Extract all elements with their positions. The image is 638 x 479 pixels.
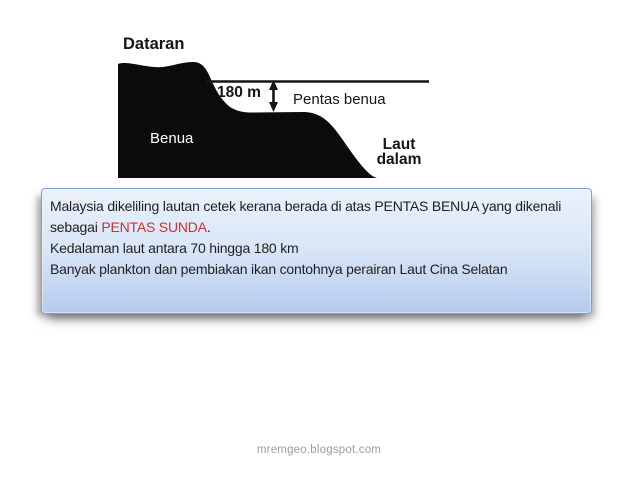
highlight-pentas-sunda: PENTAS SUNDA bbox=[101, 219, 207, 235]
landmass-shape bbox=[118, 62, 378, 178]
info-line-2 bbox=[50, 217, 583, 238]
info-line-2-after: . bbox=[206, 219, 211, 235]
info-box bbox=[41, 188, 592, 314]
info-line-3: Kedalaman laut antara 70 hingga 180 km bbox=[50, 240, 299, 256]
laut-dalam-label bbox=[371, 137, 427, 167]
pentas-benua-label: Pentas benua bbox=[293, 91, 386, 108]
info-line-4: Banyak plankton dan pembiakan ikan contohnya perairan Laut Cina Selatan bbox=[50, 261, 508, 277]
depth-label: 180 m bbox=[217, 84, 261, 101]
info-line-1: Malaysia dikeliling lautan cetek kerana berada di atas PENTAS BENUA yang dikenali bbox=[50, 198, 562, 214]
laut-dalam-line1: Laut bbox=[382, 136, 416, 153]
depth-arrow bbox=[269, 80, 278, 112]
footer-blog-url: mremgeo.blogspot.com bbox=[256, 444, 382, 456]
dataran-label: Dataran bbox=[123, 35, 185, 53]
info-line-2-before: sebagai bbox=[50, 219, 102, 235]
laut-dalam-line2: dalam bbox=[376, 151, 422, 168]
benua-label: Benua bbox=[150, 130, 194, 147]
